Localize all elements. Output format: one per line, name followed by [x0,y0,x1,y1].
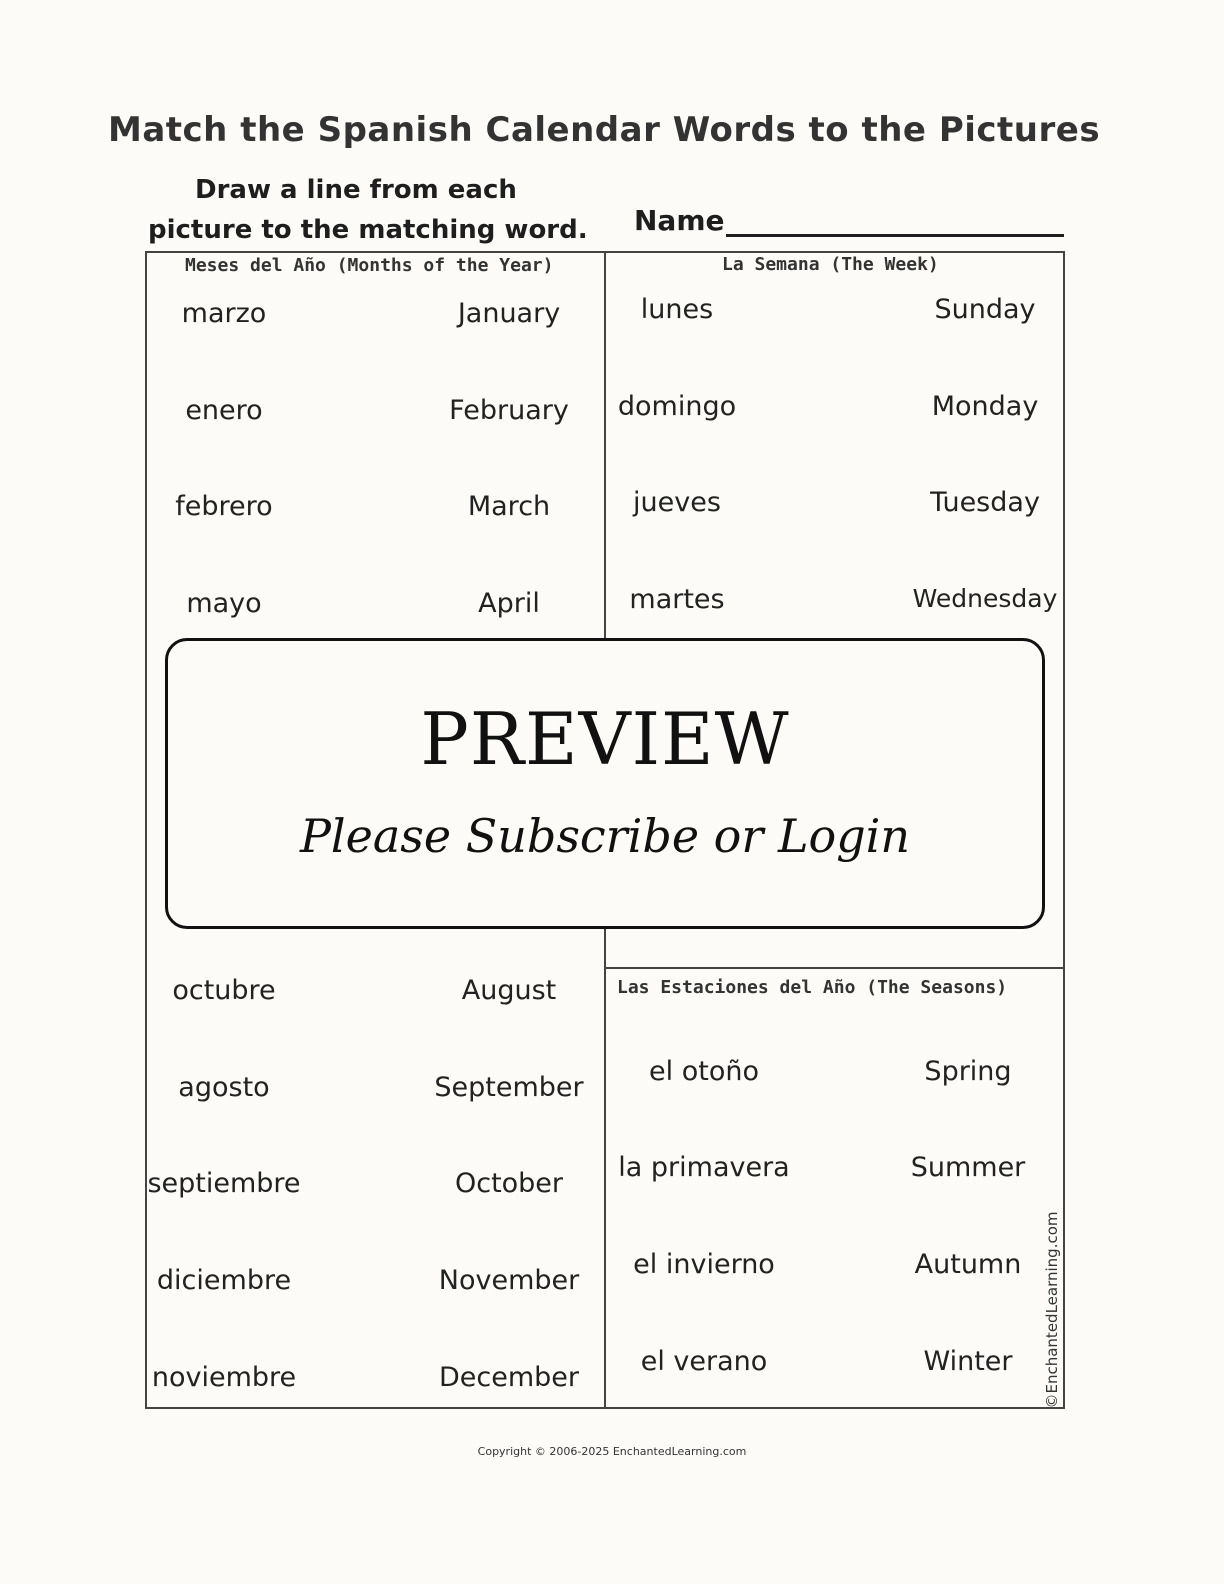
week-english-word: Wednesday [912,584,1058,613]
month-spanish-word: octubre [172,975,276,1006]
season-english-word: Spring [924,1056,1012,1087]
week-english-word: Sunday [934,294,1036,325]
month-spanish-word: febrero [175,491,273,522]
month-english-word: February [449,395,569,426]
name-label: Name [634,204,725,237]
month-english-word: December [438,1362,580,1393]
months-heading: Meses del Año (Months of the Year) [185,255,554,276]
month-english-word: April [478,588,540,619]
month-english-word: November [438,1265,580,1296]
season-spanish-word: el invierno [633,1249,775,1280]
footer-copyright: Copyright © 2006-2025 EnchantedLearning.com [477,1445,747,1458]
month-spanish-word: septiembre [147,1168,301,1199]
month-english-word: October [454,1168,564,1199]
seasons-heading: Las Estaciones del Año (The Seasons) [617,977,1008,998]
subscribe-login-link[interactable]: Please Subscribe or Login [299,809,911,863]
week-spanish-word: martes [629,584,725,615]
week-english-word: Monday [931,391,1039,422]
name-line [726,234,1064,237]
season-spanish-word: el verano [640,1346,768,1377]
page-title: Match the Spanish Calendar Words to the Pictures [108,110,1101,150]
preview-overlay[interactable] [165,638,1045,929]
week-spanish-word: domingo [617,391,737,422]
season-english-word: Summer [910,1152,1026,1183]
season-spanish-word: la primavera [618,1152,790,1183]
season-english-word: Winter [923,1346,1013,1377]
preview-title: PREVIEW [420,697,790,781]
month-english-word: January [457,298,561,329]
side-copyright: ©EnchantedLearning.com [1043,1211,1061,1409]
month-english-word: September [434,1072,584,1103]
instructions [148,170,588,250]
month-spanish-word: enero [185,395,263,426]
month-spanish-word: mayo [186,588,262,619]
week-heading: La Semana (The Week) [722,254,939,275]
month-spanish-word: marzo [181,298,267,329]
month-spanish-word: noviembre [151,1362,297,1393]
section-divider [606,967,1065,969]
month-english-word: March [467,491,551,522]
season-english-word: Autumn [914,1249,1022,1280]
week-english-word: Tuesday [930,487,1040,518]
instructions-line-1: Draw a line from each [195,175,517,205]
week-spanish-word: lunes [640,294,714,325]
month-english-word: August [461,975,557,1006]
season-spanish-word: el otoño [649,1056,759,1087]
month-spanish-word: diciembre [156,1265,292,1296]
month-spanish-word: agosto [178,1072,270,1103]
week-spanish-word: jueves [633,487,721,518]
instructions-line-2: picture to the matching word. [148,215,588,245]
